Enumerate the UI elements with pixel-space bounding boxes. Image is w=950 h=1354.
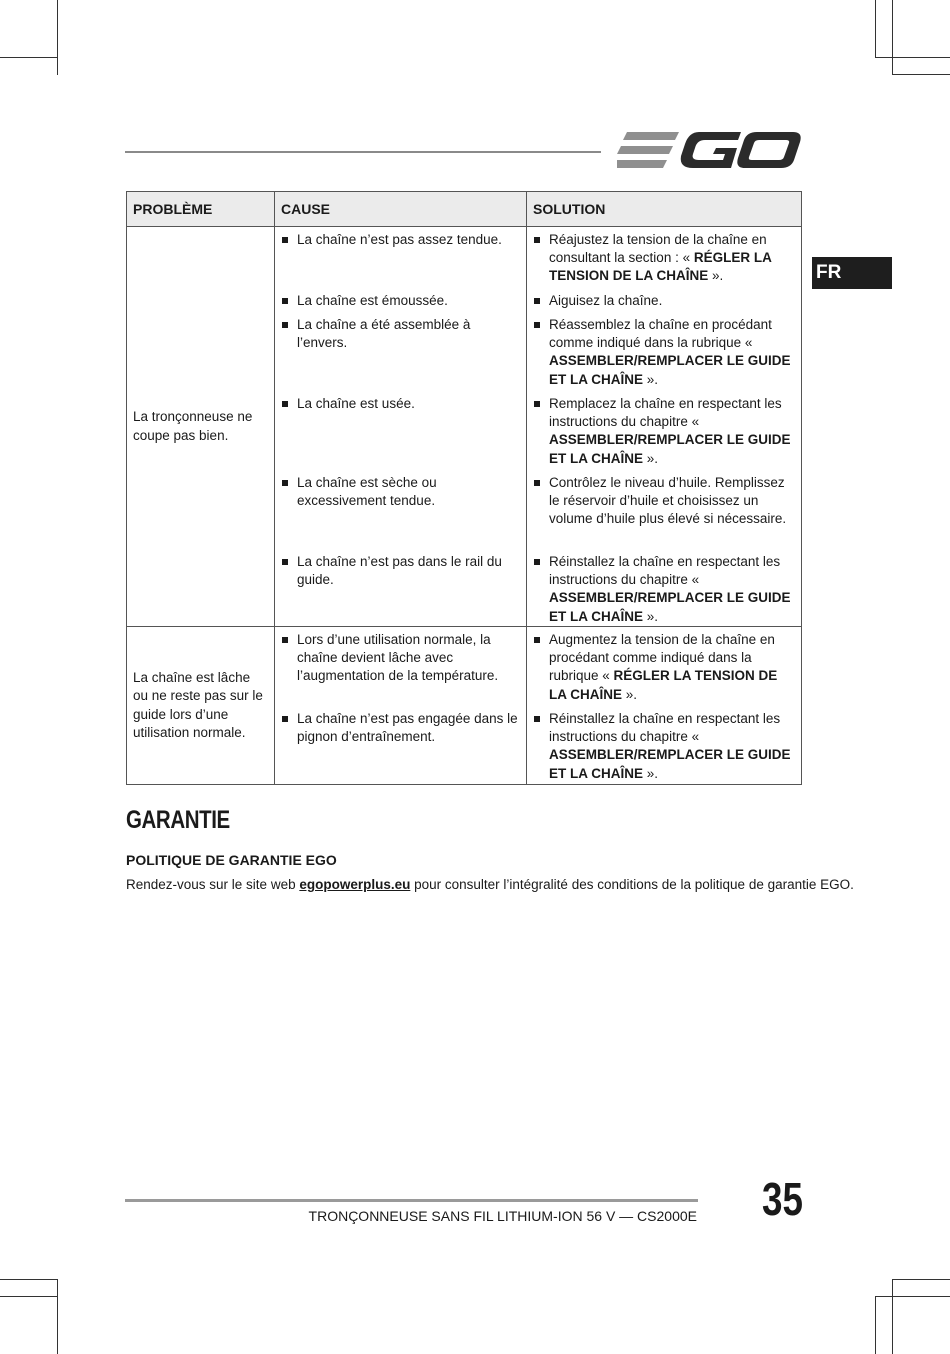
table-header-row	[127, 192, 802, 227]
solution-item: Réajustez la tension de la chaîne en consultant la section : « RÉGLER LA TENSION DE LA CHAÎNE ».	[527, 231, 801, 292]
crop-mark	[875, 1296, 876, 1354]
table-row	[127, 627, 802, 785]
solution-item: Aiguisez la chaîne.	[527, 292, 801, 316]
crop-mark	[0, 1296, 58, 1297]
solution-cell	[527, 627, 802, 785]
cause-item: La chaîne n’est pas dans le rail du guide.	[275, 553, 526, 626]
crop-mark	[892, 74, 950, 75]
header-solution: SOLUTION	[527, 192, 802, 227]
crop-mark	[0, 1279, 58, 1280]
solution-item: Réinstallez la chaîne en respectant les instructions du chapitre « ASSEMBLER/REMPLACER LE GUIDE ET LA CHAÎNE ».	[527, 553, 801, 626]
solution-cell	[527, 227, 802, 627]
solution-item: Réassemblez la chaîne en procédant comme indiqué dans la rubrique « ASSEMBLER/REMPLACER LE GUIDE ET LA CHAÎNE ».	[527, 316, 801, 395]
problem-cell: La tronçonneuse ne coupe pas bien.	[127, 227, 275, 627]
cause-cell	[275, 627, 527, 785]
footer-product-title: TRONÇONNEUSE SANS FIL LITHIUM-ION 56 V — CS2000E	[308, 1208, 697, 1224]
crop-mark	[892, 1279, 950, 1280]
solution-item: Remplacez la chaîne en respectant les instructions du chapitre « ASSEMBLER/REMPLACER LE GUIDE ET LA CHAÎNE ».	[527, 395, 801, 474]
warranty-subtitle: POLITIQUE DE GARANTIE EGO	[126, 852, 337, 868]
crop-mark	[892, 0, 893, 75]
header-cause: CAUSE	[275, 192, 527, 227]
solution-item: Augmentez la tension de la chaîne en procédant comme indiqué dans la rubrique « RÉGLER LA TENSION DE LA CHAÎNE ».	[527, 631, 801, 710]
solution-item: Réinstallez la chaîne en respectant les instructions du chapitre « ASSEMBLER/REMPLACER LE GUIDE ET LA CHAÎNE ».	[527, 710, 801, 784]
cause-item: La chaîne est sèche ou excessivement tendue.	[275, 474, 526, 553]
cause-item: La chaîne est usée.	[275, 395, 526, 474]
crop-mark	[892, 1279, 893, 1354]
troubleshooting-table	[126, 191, 802, 785]
crop-mark	[875, 57, 950, 58]
cause-item: La chaîne n’est pas engagée dans le pignon d’entraînement.	[275, 710, 526, 784]
crop-mark	[875, 0, 876, 58]
cause-item: La chaîne n’est pas assez tendue.	[275, 231, 526, 292]
cause-cell	[275, 227, 527, 627]
cause-item: Lors d’une utilisation normale, la chaîne devient lâche avec l’augmentation de la température.	[275, 631, 526, 710]
page-number: 35	[762, 1173, 803, 1225]
footer-rule	[125, 1199, 698, 1202]
header-rule	[125, 151, 601, 153]
cause-item: La chaîne est émoussée.	[275, 292, 526, 316]
ego-logo	[617, 128, 801, 172]
solution-item: Contrôlez le niveau d’huile. Remplissez le réservoir d’huile et choisissez un volume d’huile plus élevé si nécessaire.	[527, 474, 801, 553]
language-tab: FR	[812, 257, 892, 289]
crop-mark	[57, 0, 58, 75]
warranty-title: GARANTIE	[126, 806, 230, 834]
warranty-text: Rendez-vous sur le site web egopowerplus.eu pour consulter l’intégralité des conditions de la politique de garantie EGO.	[126, 877, 854, 892]
cause-item: La chaîne a été assemblée à l’envers.	[275, 316, 526, 395]
crop-mark	[875, 1296, 950, 1297]
warranty-link[interactable]: egopowerplus.eu	[299, 877, 411, 892]
problem-cell: La chaîne est lâche ou ne reste pas sur le guide lors d’une utilisation normale.	[127, 627, 275, 785]
header-problem: PROBLÈME	[127, 192, 275, 227]
crop-mark	[57, 1279, 58, 1354]
table-row	[127, 227, 802, 627]
crop-mark	[0, 57, 58, 58]
